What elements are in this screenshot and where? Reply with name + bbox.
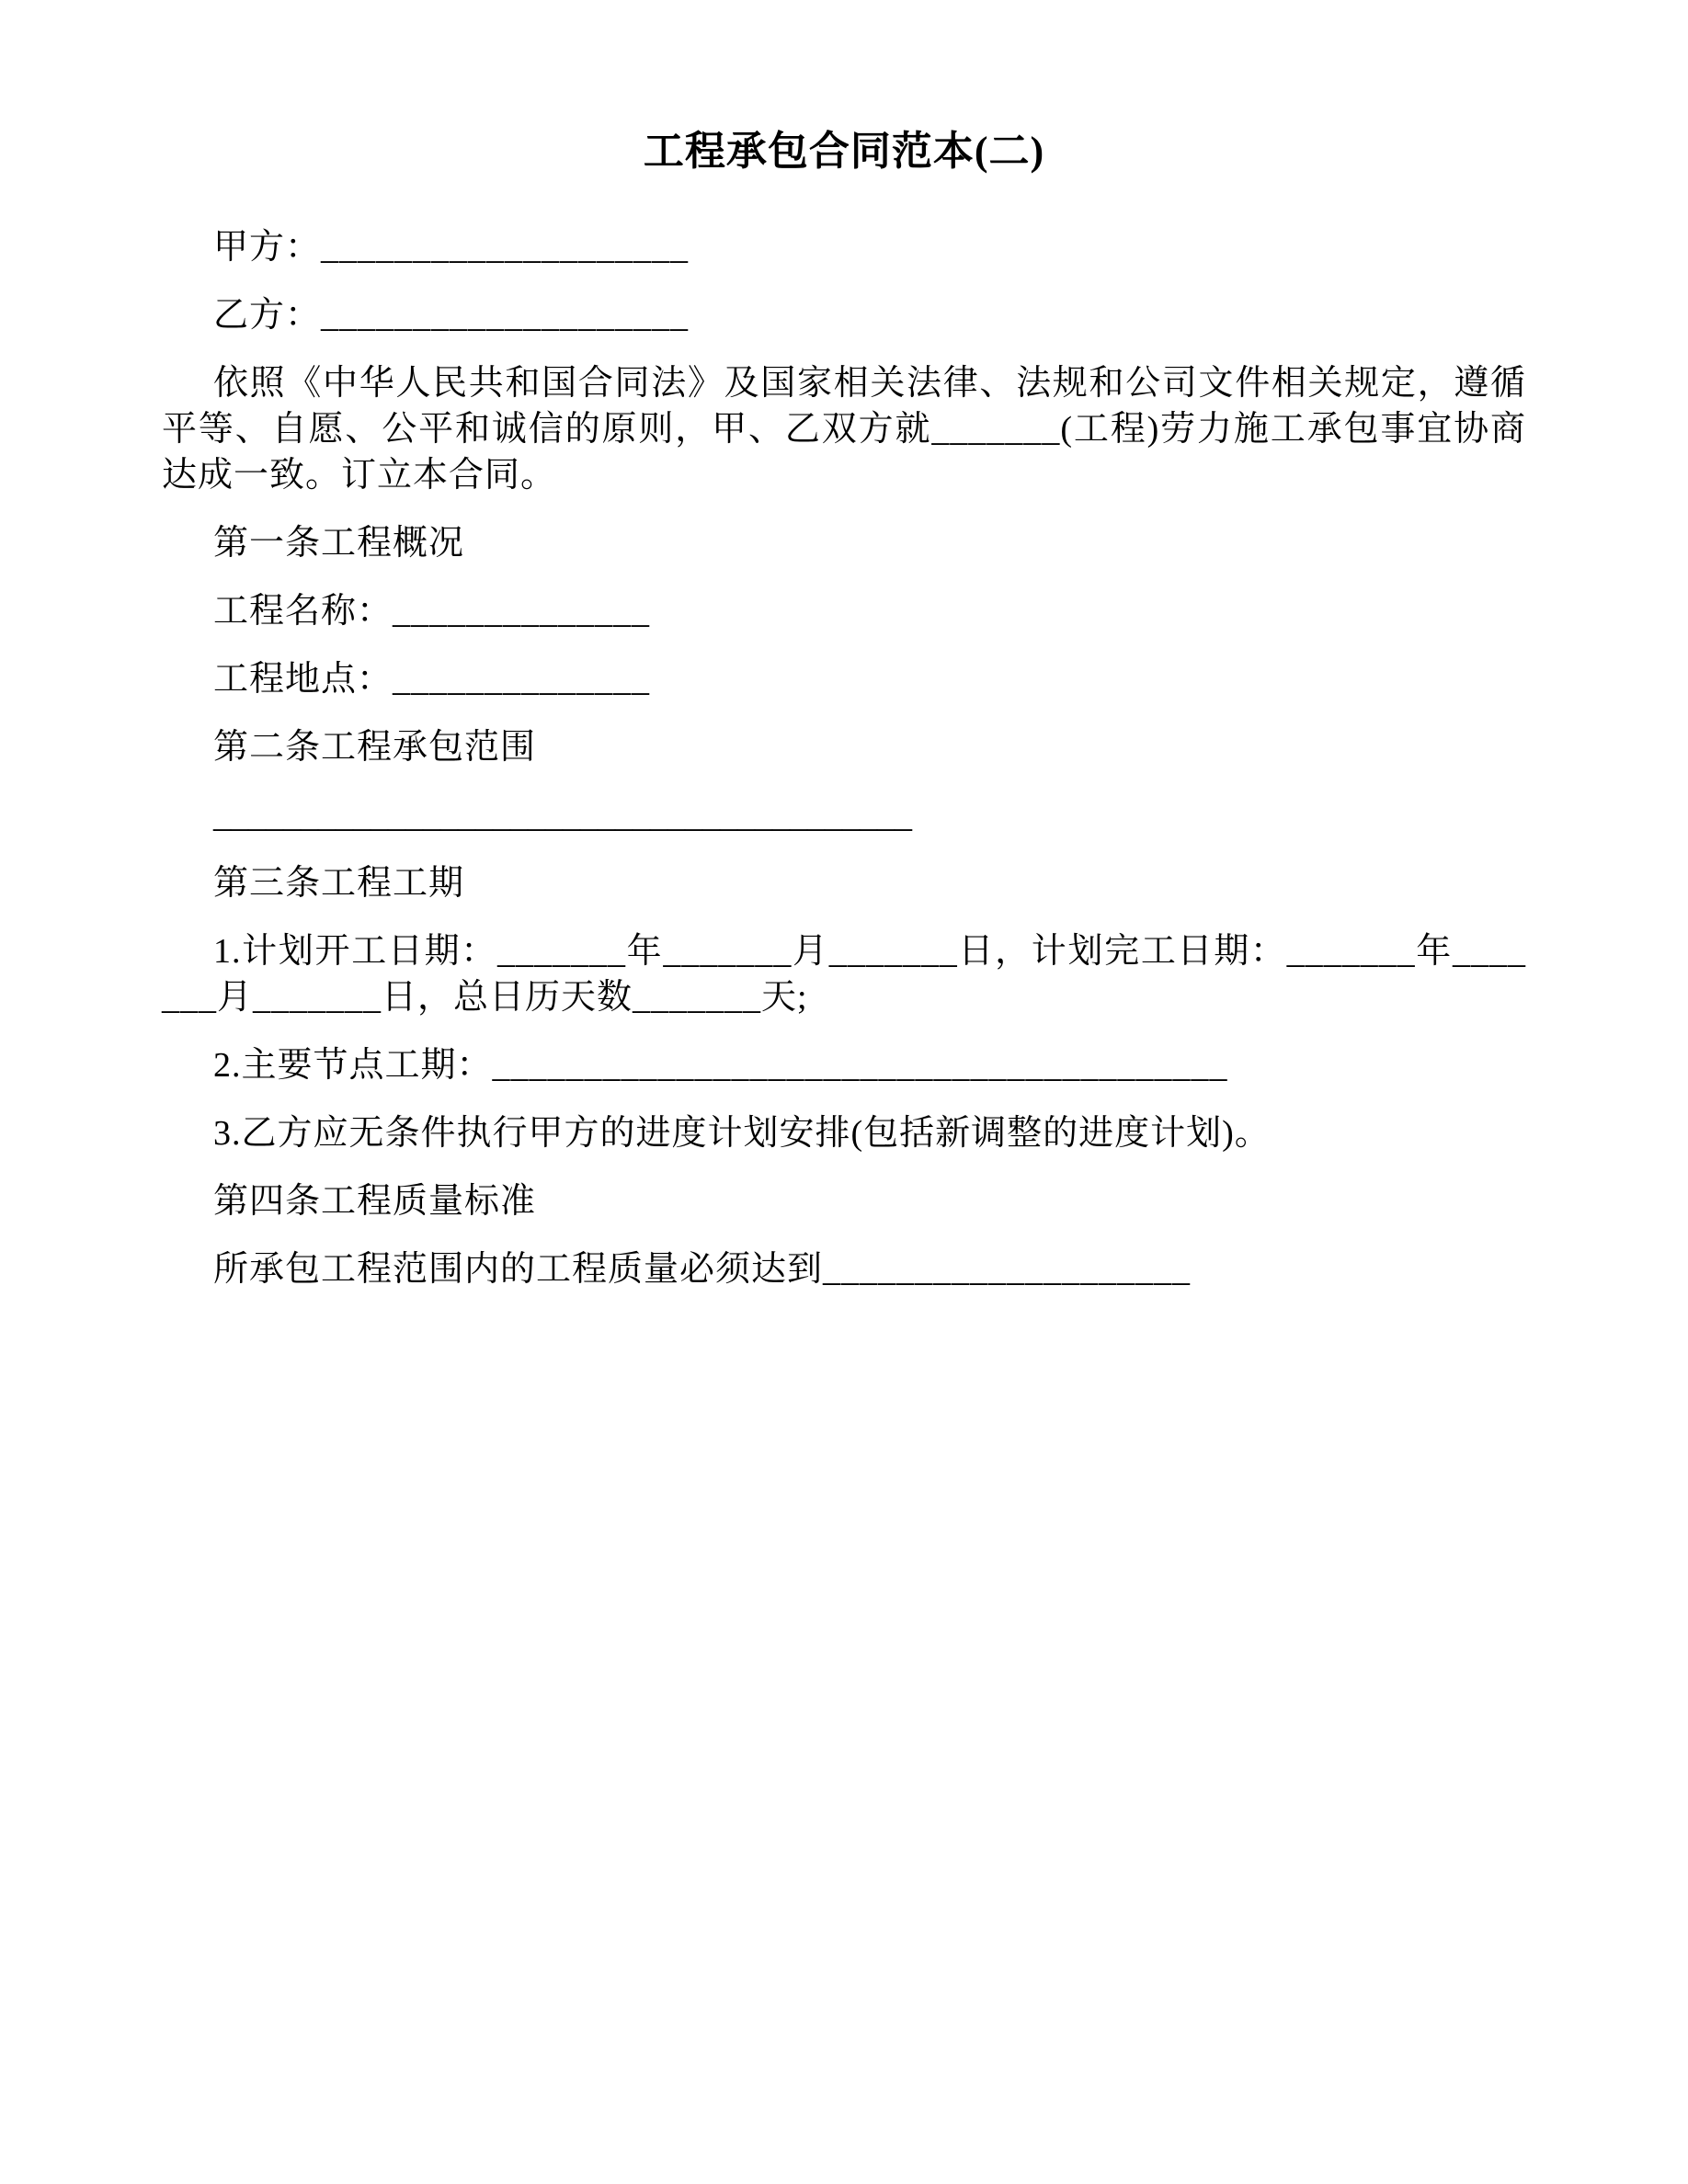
section-2-heading: 第二条工程承包范围 — [213, 728, 537, 767]
party-b-line: 乙方：____________________ — [213, 296, 690, 335]
project-location-line: 工程地点：______________ — [213, 660, 651, 699]
party-a-line: 甲方：____________________ — [213, 228, 690, 267]
scope-blank-line: ________________________________________ — [213, 796, 912, 835]
section-1-heading: 第一条工程概况 — [213, 524, 465, 563]
section-4-heading: 第四条工程质量标准 — [213, 1182, 537, 1221]
milestone-schedule-line: 2.主要节点工期：________________________________________ — [213, 1046, 1228, 1085]
document-title: 工程承包合同范本(二) — [643, 129, 1045, 174]
schedule-clause-3-line: 3.乙方应无条件执行甲方的进度计划安排(包括新调整的进度计划)。 — [213, 1114, 1271, 1153]
section-3-heading: 第三条工程工期 — [213, 864, 465, 903]
schedule-dates-line: 1.计划开工日期：_______年_______月_______日，计划完工日期：_______年_______月_______日，总日历天数_______天; — [162, 932, 1526, 1017]
quality-standard-line: 所承包工程范围内的工程质量必须达到____________________ — [213, 1250, 1192, 1289]
project-name-line: 工程名称：______________ — [213, 592, 651, 631]
preamble-paragraph: 依照《中华人民共和国合同法》及国家相关法律、法规和公司文件相关规定，遵循平等、自愿、公平和诚信的原则，甲、乙双方就_______(工程)劳力施工承包事宜协商达成一致。订立本合同。 — [162, 364, 1526, 495]
